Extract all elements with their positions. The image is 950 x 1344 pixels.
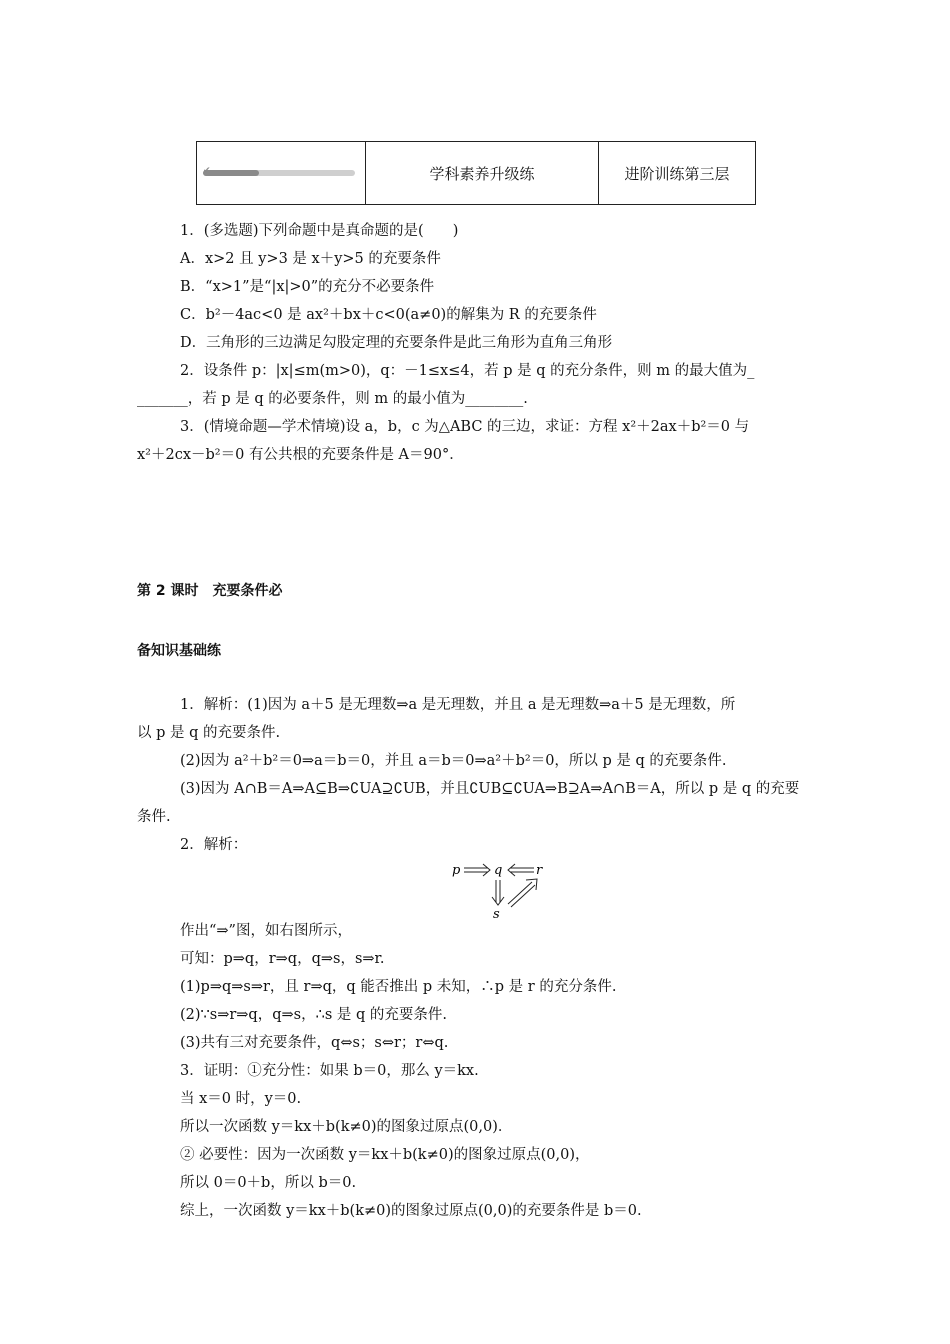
section-header-table xyxy=(196,141,756,205)
answer-line: (3)因为 A∩B＝A⇒A⊆B⇒∁UA⊇∁UB，并且∁UB⊆∁UA⇒B⊇A⇒A∩B＝A，所以 p 是 q 的充要 xyxy=(180,781,800,797)
answer-line: ② 必要性：因为一次函数 y＝kx＋b(k≠0)的图象过原点(0,0)， xyxy=(180,1147,590,1163)
arrow-p-to-q xyxy=(464,864,490,876)
answer-line: 1．解析：(1)因为 a＋5 是无理数⇒a 是无理数，并且 a 是无理数⇒a＋5 是无理数，所 xyxy=(180,697,736,713)
question-line: 1．(多选题)下列命题中是真命题的是( ) xyxy=(180,223,459,239)
subsection-title: 备知识基础练 xyxy=(137,643,221,659)
check-icon: ✔ xyxy=(203,166,211,176)
arrow-q-to-s xyxy=(492,880,504,905)
question-line: B．“x>1”是“|x|>0”的充分不必要条件 xyxy=(180,279,435,295)
progress-fill xyxy=(203,170,259,176)
answer-line: 当 x＝0 时，y＝0. xyxy=(180,1091,302,1107)
question-line: _______，若 p 是 q 的必要条件，则 m 的最小值为________. xyxy=(137,391,528,407)
diagram-node-s: s xyxy=(493,907,500,922)
answer-line: (2)因为 a²＋b²＝0⇒a＝b＝0，并且 a＝b＝0⇒a²＋b²＝0，所以 p 是 q 的充要条件. xyxy=(180,753,727,769)
arrow-r-to-q xyxy=(508,864,534,876)
progress-bar xyxy=(203,166,355,176)
answer-line: 以 p 是 q 的充要条件. xyxy=(137,725,281,741)
question-line: A．x>2 且 y>3 是 x＋y>5 的充要条件 xyxy=(180,251,441,267)
header-level-cell: 进阶训练第三层 xyxy=(624,164,730,183)
diagram-node-p: p xyxy=(452,863,461,878)
answer-line: (1)p⇒q⇒s⇒r，且 r⇒q，q 能否推出 p 未知，∴p 是 r 的充分条件. xyxy=(180,979,617,995)
answer-line: 条件. xyxy=(137,809,171,825)
header-left-cell xyxy=(197,142,366,204)
question-line: x²＋2cx－b²＝0 有公共根的充要条件是 A＝90°． xyxy=(137,447,464,463)
answer-line: 所以一次函数 y＝kx＋b(k≠0)的图象过原点(0,0)． xyxy=(180,1119,513,1135)
answer-line: (3)共有三对充要条件，q⇔s；s⇔r；r⇔q. xyxy=(180,1035,449,1051)
answer-line: 3．证明：①充分性：如果 b＝0，那么 y＝kx. xyxy=(180,1063,479,1079)
arrow-s-to-r xyxy=(508,879,537,907)
answer-line: 作出“⇒”图，如右图所示， xyxy=(180,923,352,939)
answer-line: (2)∵s⇒r⇒q，q⇒s，∴s 是 q 的充要条件. xyxy=(180,1007,447,1023)
answer-line: 所以 0＝0＋b，所以 b＝0. xyxy=(180,1175,357,1191)
header-title-cell: 学科素养升级练 xyxy=(366,142,599,204)
section-title: 第 2 课时 充要条件必 xyxy=(137,583,283,599)
answer-line: 可知：p⇒q，r⇒q，q⇒s，s⇒r. xyxy=(180,951,385,967)
diagram-node-q: q xyxy=(494,863,503,878)
implication-diagram-svg xyxy=(448,858,558,924)
implication-diagram xyxy=(448,858,558,924)
diagram-node-r: r xyxy=(536,863,543,878)
question-line: C．b²－4ac<0 是 ax²＋bx＋c<0(a≠0)的解集为 R 的充要条件 xyxy=(180,307,597,323)
question-line: 2．设条件 p：|x|≤m(m>0)，q：－1≤x≤4，若 p 是 q 的充分条件，则 m 的最大值为_ xyxy=(180,363,755,379)
question-line: D．三角形的三边满足勾股定理的充要条件是此三角形为直角三角形 xyxy=(180,335,613,351)
question-line: 3．(情境命题—学术情境)设 a，b，c 为△ABC 的三边，求证：方程 x²＋2ax＋b²＝0 与 xyxy=(180,419,750,435)
answer-line: 2．解析： xyxy=(180,837,248,853)
answer-line: 综上，一次函数 y＝kx＋b(k≠0)的图象过原点(0,0)的充要条件是 b＝0. xyxy=(180,1203,642,1219)
